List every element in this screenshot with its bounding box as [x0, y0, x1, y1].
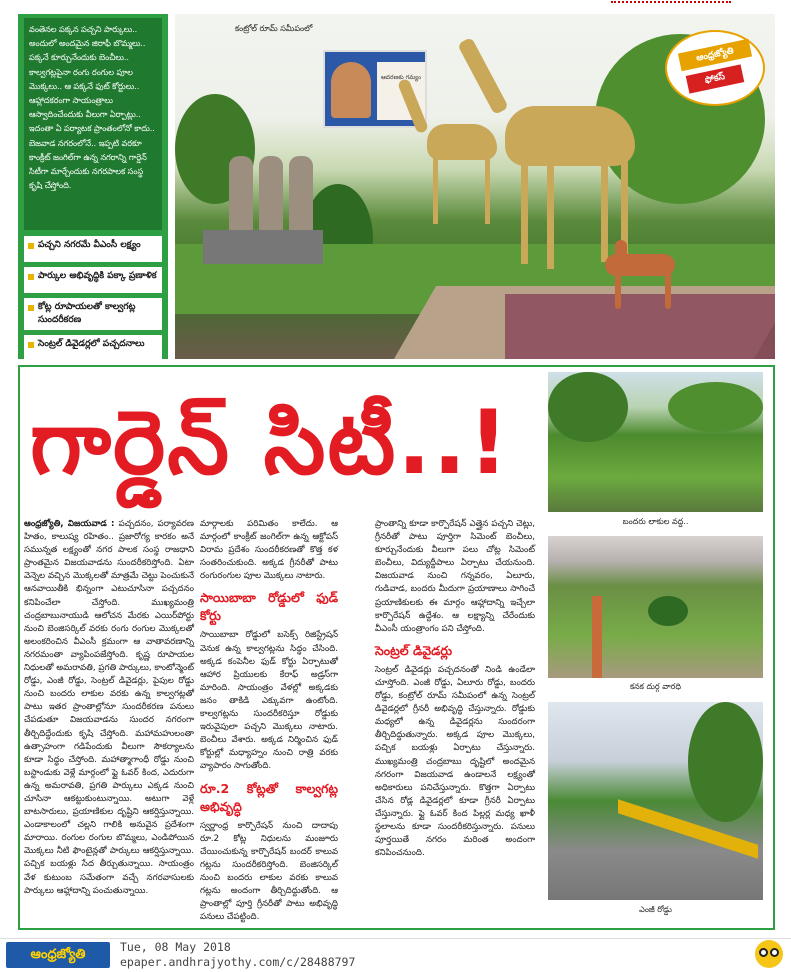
article-text: పచ్చదనం, పర్యావరణ హితం, కాలుష్య రహితం.. ప్రజారోగ్య కారకం అనే సమున్నత లక్ష్యంతో నగర పాలక సంస్థ రాజధాని ప్రాంతమైన విజయవాడను సుందరీకరిస్తోంది. ఏటా వెన్నెల వచ్చిన మొక్కలతో మాత్రమే చెట్టు పెంచుకునే ఆనవాయితీకి భిన్నంగా ఎటుచూసినా పచ్చదనం కనిపించేలా చేస్తోంది. ముఖ్యమంత్రి చంద్రబాబునాయుడి ఆలోచన మేరకు ఎయిర్‌పోర్టు నుంచి బెంజిసర్కిల్‌ వరకు రంగు రంగుల మొక్కలతో అలంకరించిన వీఎంసీ క్రమంగా ఆ వాతావరణాన్ని నగరమంతా వ్యాపింపజేస్తోంది. కృష్ణ రూపాయల నిధులతో అమరావతి, ప్రగతి పార్కులు, కాంటోన్మెంట్‌ రోడ్డు, ఎంజీ రోడ్డు, సెంట్రల్‌ డివైడర్లు, పైపుల రోడ్డు నుంచి బందరు లాకుల వరకు ఉన్న కాల్వగట్లతో పాటు ఇతర ప్రాంతాల్లోనూ సుందరీకరణ పనులు చేపడుతూ విజయవాడను సుందర నగరంగా తీర్చిదిద్దేందుకు కృషి చేస్తోంది. మహామహులంతా ఉత్సాహంగా గడిపేందుకు వీలుగా సౌకర్యాలను కూడా సిద్ధం చేస్తోంది. మహాత్మాగాంధీ రోడ్డు నుంచి బస్టాండుకు వెళ్లే మార్గంలో ఫ్లై ఓవర్‌ కింద, ఎదురుగా ఉన్న అమరావతి, ప్రగతి పార్కులు ఎక్కడ నుంచి చూసినా ఆకట్టుకుంటున్నాయి. అటుగా వెళ్లే బాటసారులు, ప్రయాణికుల దృష్టిని ఆకర్షిస్తున్నాయి. ఎండాకాలంలో చల్లని గాలికి అనువైన ప్రదేశంగా మారాయి. రంగుల రంగుల బొమ్మలు, ఎండిపోయిన మొక్కలు నీటి ఫౌంటైన్లతో పార్కులు ఆకర్షిస్తున్నాయి. పచ్చిక బయళ్లు సేద తీర్చుతున్నాయి. సాయంత్రం వేళ కుటుంబ సమేతంగా వచ్చే నగరవాసులకు పార్కులు ఆహ్లాదాన్ని పంచుతున్నాయి.: [24, 519, 194, 896]
article-text: ప్రాంతాన్ని కూడా కార్పొరేషన్‌ ఎత్తైన పచ్చని చెట్లు, గ్రీనరీతో పాటు పూర్తిగా సిమెంట్‌ బెంచీలు, కూర్చునేందుకు వీలుగా పలు చోట్ల సిమెంట్‌ బెంచీలు, విద్యుద్దీపాలు ఏర్పాటు చేయనుంది. విజయవాడ నుంచి గన్నవరం, ఏలూరు, గుడివాడ, బందరు మీదుగా ప్రయాణాలు సాగించే ప్రయాణికులకు ఈ మార్గం ఆహ్లాదాన్ని ఇచ్చేలా కార్పొరేషన్‌ ఉద్దేశం. ఆ లక్ష్యాన్ని చేరేందుకు వీఎంసీ యంత్రాంగం పని చేస్తోంది.: [375, 519, 535, 634]
tree-shape: [688, 702, 763, 822]
photo-kanaka-durga-bridge: [548, 536, 763, 678]
article-text: మార్గాలకు పరిమితం కాలేదు. ఆ మార్గంలో కాంక్రీట్‌ జంగిల్‌గా ఉన్న ఆక్టోపస్‌ విరామ ప్రదేశం సుందరీకరణతో కొత్త కళ సంతరించుకుంది. అక్కడ గ్రీనరీతో పాటు రంగురంగుల పూల మొక్కలు నాటారు.: [200, 519, 338, 582]
owl-icon[interactable]: [755, 940, 783, 968]
footer-bar: [0, 938, 791, 972]
photo-caption: బందరు లాకుల వద్ద..: [622, 517, 689, 526]
photo-caption: ఎంజీ రోడ్డు: [639, 905, 672, 914]
flowerbed: [505, 294, 775, 359]
subheading: రూ.2 కోట్లతో కాల్వగట్ల అభివృద్ధి: [200, 780, 338, 814]
article-column-2: [200, 518, 338, 924]
headline: గార్డెన్‌ సిటీ..!: [30, 391, 511, 494]
giraffe-leg: [521, 154, 528, 264]
fountain-sculpture: [203, 144, 323, 264]
giraffe-leg: [601, 154, 608, 262]
main-photo-caption: కంట్రోల్‌ రూమ్‌ సమీపంలో: [235, 24, 313, 33]
intro-box: [24, 18, 162, 230]
tree-shape: [648, 596, 688, 626]
focus-badge-brand: ఆంధ్రజ్యోతి: [678, 39, 752, 72]
billboard-portrait: [331, 62, 371, 118]
edition-date: Tue, 08 May 2018: [120, 940, 231, 954]
giraffe-leg: [485, 154, 490, 224]
highlight-item: పార్కుల అభివృద్ధికి పక్కా ప్రణాళిక: [24, 267, 162, 293]
tree-shape: [548, 372, 628, 442]
highlight-item: కోట్ల రూపాయలతో కాల్వగట్ల సుందరీకరణ: [24, 298, 162, 330]
giraffe-leg: [433, 154, 438, 224]
billboard-text: ఆదరణకు గమ్యం: [381, 74, 422, 81]
deer-statue: [615, 240, 627, 260]
subheading: సాయిబాబా రోడ్డులో ఫుడ్‌ కోర్టు: [200, 590, 338, 624]
highlight-item: సెంట్రల్‌ డివైడర్లలో పచ్చదనాలు: [24, 335, 162, 361]
article-text: స్వర్ణాంధ్ర కార్పొరేషన్‌ నుంచి దాదాపు రూ.2 కోట్ల నిధులను మంజూరు చేయించుకున్న కార్పొరేషన్‌ బందర్‌ కాలువ గట్లను సుందరీకరిస్తోంది. బెంజిసర్కిల్‌ నుంచి బందరు లాకుల వరకు కాలువ గట్లను అందంగా తీర్చిదిద్దుతోంది. ఆ ప్రాంతాల్లో పూర్తి గ్రీనరీతో పాటు అభివృద్ధి పనులు చేపట్టింది.: [200, 820, 338, 923]
focus-badge: [665, 30, 765, 106]
photo-mg-road: [548, 702, 763, 900]
deer-statue: [615, 269, 621, 309]
pot-sculpture: [289, 156, 313, 234]
photo-bandar-locks: [548, 372, 763, 512]
owl-eye-icon: [759, 948, 768, 957]
giraffe-statue: [457, 37, 509, 115]
owl-eye-icon: [770, 948, 779, 957]
epaper-link[interactable]: epaper.andhrajyothy.com/c/28488797: [120, 955, 356, 969]
fountain-base: [203, 230, 323, 264]
pot-sculpture: [259, 156, 283, 234]
byline: ఆంధ్రజ్యోతి, విజయవాడ :: [24, 519, 115, 529]
photo-caption: కనక దుర్గ వారధి: [630, 682, 681, 691]
highlights-list: [24, 236, 162, 366]
top-strip: [0, 0, 791, 6]
newspaper-logo[interactable]: ఆంధ్రజ్యోతి: [6, 942, 110, 968]
tree-shape: [668, 382, 763, 432]
giraffe-leg: [547, 154, 554, 269]
median-strip: [592, 596, 602, 678]
article-column-1: [24, 518, 194, 898]
article-text: సెంట్రల్‌ డివైడర్లు పచ్చదనంతో నిండి ఉండేలా చూస్తోంది. ఎంజీ రోడ్డు, ఏలూరు రోడ్డు, బందరు రోడ్డు, కంట్రోల్‌ రూమ్‌ సమీపంలో ఉన్న సెంట్రల్‌ డివైడర్లలో గ్రీనరీ అభివృద్ధి చేస్తున్నారు. రోడ్డుకు మధ్యలో ఉన్న డివైడర్లను సుందరంగా తీర్చిదిద్దుతున్నారు. అక్కడ పూల మొక్కలు, పచ్చిక బయళ్లు ఏర్పాటు చేస్తున్నారు. ముఖ్యమంత్రి చంద్రబాబు దృష్టిలో అందమైన నగరంగా విజయవాడ ఉండాలనే లక్ష్యంతో అధికారులు పనిచేస్తున్నారు. కొత్తగా ఏర్పాటు చేసిన రోడ్ల డివైడర్లలో కూడా గ్రీనరీ ఏర్పాటు చేస్తున్నారు. ఫ్లై ఓవర్‌ కింద పిల్లర్ల మధ్య ఖాళీ స్థలాలను కూడా సుందరీకరిస్తున్నారు. పనులు పూర్తయితే నగరం మరింత అందంగా కనిపించనుంది.: [375, 664, 535, 859]
top-dotted-line: [611, 1, 731, 5]
subheading: సెంట్రల్‌ డివైడర్లు: [375, 642, 453, 658]
intro-text: వంతెనల పక్కన పచ్చని పార్కులు.. అందులో అందమైన జిరాఫీ బొమ్మలు.. పక్కనే కూర్చునేందుకు బెంచీలు.. కాల్వగట్లపైనా రంగు రంగుల పూల మొక్కలు.. ఆ పక్కనే ఫుట్‌ కోర్టులు.. ఆహ్లాదకరంగా సాయంత్రాలు ఆస్వాదించేందుకు వీలుగా ఏర్పాట్లు.. ఇదంతా ఏ పర్యాటక ప్రాంతంలోనో కాదు.. బెజవాడ నగరంలోనే.. ఇప్పటి వరకూ కాంక్రీట్‌ జంగిల్‌గా ఉన్న నగరాన్ని గార్డెన్‌ సిటీగా మార్చేందుకు నగరపాలక సంస్థ కృషి చేస్తోంది.: [29, 24, 155, 191]
article-column-3: [375, 518, 535, 860]
article-text: సాయిబాబా రోడ్డులో బసెక్స్‌ రిజిస్ట్రేషన్‌ వెనుక ఉన్న కాల్వగట్లను సిద్ధం చేసింది. అక్కడ కంపెనీల ఫుడ్‌ కోర్టు ఏర్పాటుతో ఆహార ప్రియులకు కేరాఫ్‌ అడ్రస్‌గా మారింది. సాయంత్రం వేళల్లో అక్కడకు జనం తాకిడి ఎక్కువగా ఉంటోంది. కాల్వగట్లను సుందరీకరిస్తూ రోడ్డుకు ఇరువైపులా పచ్చని మొక్కలు నాటారు. బెంచీలు వేశారు. అక్కడ నిర్మించిన ఫుడ్‌ కోర్టుల్లో మధ్యాహ్నం నుంచి రాత్రి వరకు వ్యాపారం సాగుతోంది.: [200, 630, 338, 772]
highlight-item: పచ్చని నగరమే వీఎంసీ లక్ష్యం: [24, 236, 162, 262]
deer-statue: [665, 269, 671, 309]
pot-sculpture: [229, 156, 253, 234]
focus-badge-label: ఫోకస్‌: [686, 64, 745, 93]
